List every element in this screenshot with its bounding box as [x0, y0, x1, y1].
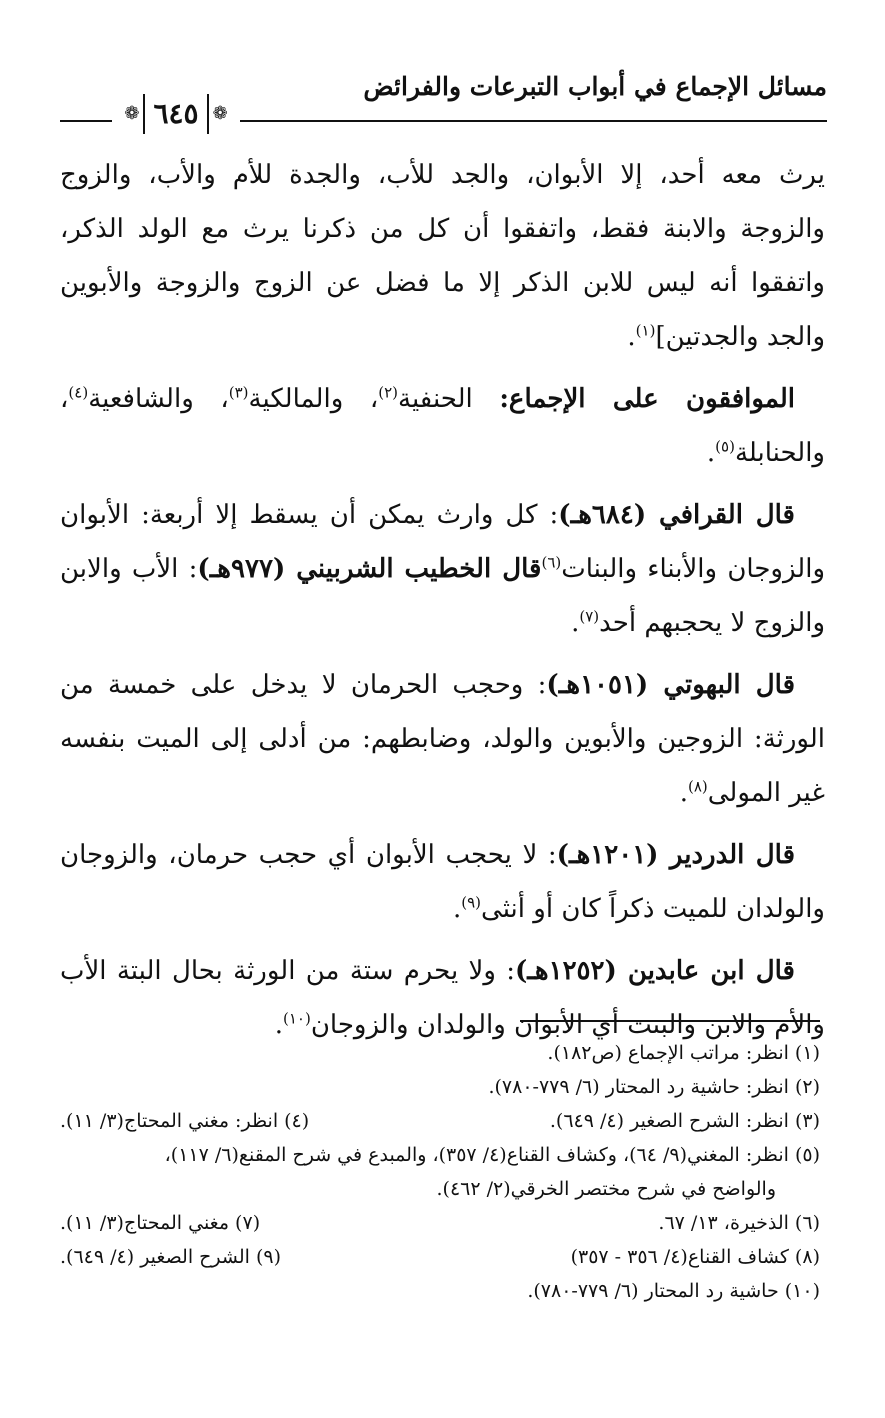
- footnote-1: (١) انظر: مراتب الإجماع (ص١٨٢).: [547, 1042, 820, 1064]
- ornament-icon: ❁: [212, 103, 228, 124]
- footnote-4: (٤) انظر: مغني المحتاج(٣/ ١١).: [60, 1110, 310, 1132]
- page-header: [60, 68, 827, 128]
- paragraph-3: قال القرافي (٦٨٤هـ): كل وارث يمكن أن يسقط إلا أربعة: الأبوان والزوجان والأبناء والبنات$^{(٦)}$قال الخطيب الشربيني (٩٧٧هـ): الأب والابن والزوج لا يحجبهم أحد$^{(٧)}$.: [60, 500, 826, 638]
- footnote-row: [60, 1206, 820, 1240]
- footnote-ref: (٤): [68, 383, 89, 402]
- footnote-ref: (٣): [228, 383, 249, 402]
- footnote-ref: (٧): [579, 607, 600, 626]
- running-title: مسائل الإجماع في أبواب التبرعات والفرائض: [363, 72, 827, 101]
- footnote-6: (٦) الذخيرة، ١٣/ ٦٧.: [658, 1212, 820, 1234]
- ornament-icon: ❁: [124, 103, 140, 124]
- paragraph-2: الموافقون على الإجماع: الحنفية$^{(٢)}$، والمالكية$^{(٣)}$، والشافعية$^{(٤)}$، والحنابلة$^{(٥)}$.: [60, 383, 825, 468]
- footnote-rule: [520, 1020, 820, 1022]
- section-lead: قال القرافي (٦٨٤هـ): [558, 500, 795, 530]
- paragraph-6: قال ابن عابدين (١٢٥٢هـ): ولا يحرم ستة من الورثة بحال البتة الأب والأم والابن والبنت أي الأبوان والولدان والزوجان$^{(١٠)}$.: [60, 956, 825, 1040]
- footnotes: [60, 1036, 820, 1308]
- footnote-5: (٥) انظر: المغني(٩/ ٦٤)، وكشاف القناع(٤/ ٣٥٧)، والمبدع في شرح المقنع(٦/ ١١٧)،: [164, 1144, 820, 1166]
- footnote-ref: (٥): [715, 437, 735, 456]
- footnote-3: (٣) انظر: الشرح الصغير (٤/ ٦٤٩).: [549, 1110, 820, 1132]
- section-lead: الموافقون على الإجماع:: [499, 384, 795, 414]
- section-lead: قال البهوتي (١٠٥١هـ): [546, 670, 796, 700]
- footnote-2: (٢) انظر: حاشية رد المحتار (٦/ ٧٧٩-٧٨٠).: [488, 1076, 820, 1098]
- paragraph-5: قال الدردير (١٢٠١هـ): لا يحجب الأبوان أي حجب حرمان، والزوجان والولدان للميت ذكراً كان أو أنثى$^{(٩)}$.: [60, 840, 825, 924]
- section-lead: قال الخطيب الشربيني (٩٧٧هـ): [197, 554, 542, 584]
- footnote-9: (٩) الشرح الصغير (٤/ ٦٤٩).: [60, 1246, 282, 1268]
- page-number-frame: [112, 86, 240, 142]
- footnote-ref: (٨): [687, 777, 708, 796]
- footnote-8: (٨) كشاف القناع(٤/ ٣٥٦ - ٣٥٧): [570, 1246, 820, 1268]
- paragraph-4: قال البهوتي (١٠٥١هـ): وحجب الحرمان لا يدخل على خمسة من الورثة: الزوجين والأبوين والولد، وضابطهم: من أدلى إلى الميت بنفسه غير المولى$^{(٨)}$.: [60, 670, 825, 808]
- footnote-ref: (١): [635, 321, 656, 340]
- section-lead: قال الدردير (١٢٠١هـ): [556, 840, 796, 870]
- footnote-ref: (٩): [461, 893, 482, 912]
- footnote-row: [60, 1240, 820, 1274]
- footnote-10: (١٠) حاشية رد المحتار (٦/ ٧٧٩-٧٨٠).: [527, 1280, 820, 1302]
- section-lead: قال ابن عابدين (١٢٥٢هـ): [514, 956, 795, 986]
- footnote-ref: (١٠): [282, 1009, 311, 1028]
- paragraph-1: يرث معه أحد، إلا الأبوان، والجد للأب، والجدة للأم والأب، والزوج والزوجة والابنة فقط، واتفقوا أن كل من ذكرنا يرث مع الولد الذكر، واتفقوا أنه ليس للابن الذكر إلا ما فضل عن الزوج والزوجة والأبوين والجد والجدتين]$^{(١)}$.: [60, 160, 825, 352]
- footnote-ref: (٦): [541, 553, 562, 572]
- footnote-7: (٧) مغني المحتاج(٣/ ١١).: [60, 1212, 261, 1234]
- footnote-row: [60, 1104, 820, 1138]
- page-number: ٦٤٥: [143, 94, 208, 134]
- footnote-ref: (٢): [378, 383, 399, 402]
- main-text: [60, 148, 825, 1060]
- footnote-5-continuation: والواضح في شرح مختصر الخرقي(٢/ ٤٦٢).: [436, 1178, 776, 1200]
